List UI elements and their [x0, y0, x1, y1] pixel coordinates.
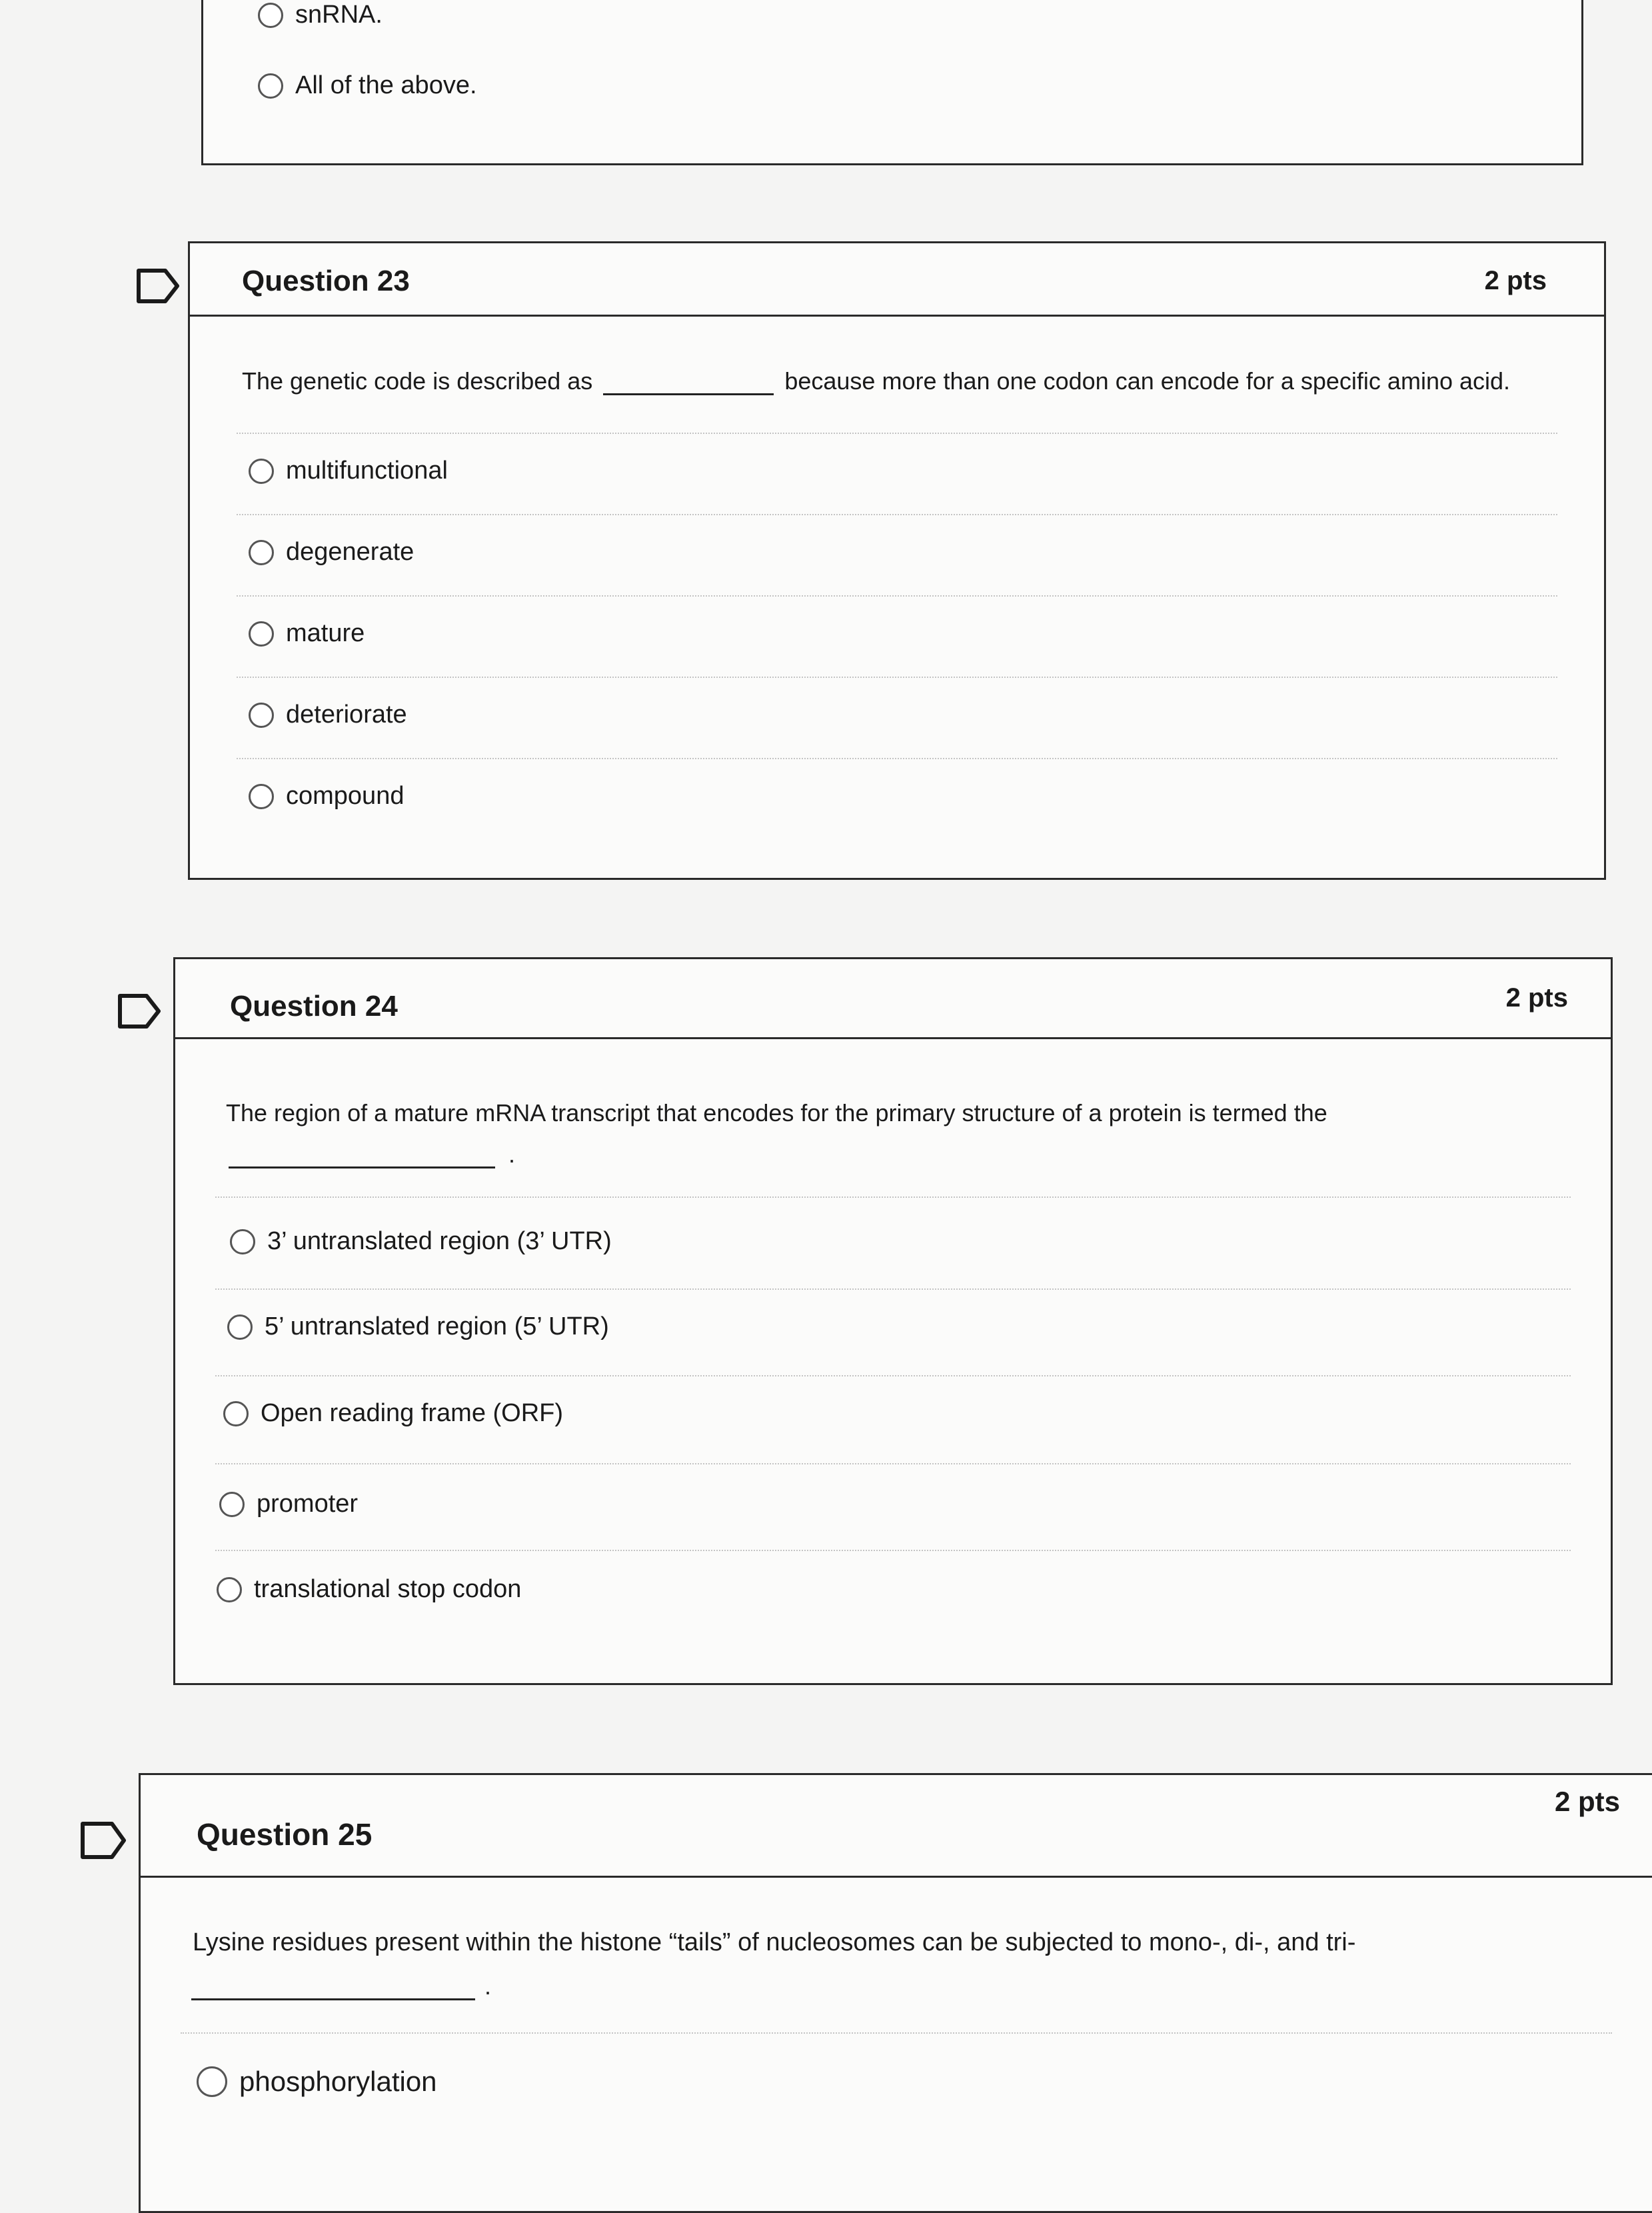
answer-blank-line — [191, 1972, 491, 2000]
q24-option-2[interactable] — [227, 1312, 609, 1341]
radio-button[interactable] — [227, 1314, 253, 1340]
radio-button[interactable] — [258, 73, 283, 99]
question-points: 2 pts — [1484, 266, 1547, 295]
question-25-header — [141, 1775, 1652, 1878]
answer-blank — [229, 1146, 495, 1168]
divider — [215, 1288, 1571, 1290]
option-label: degenerate — [286, 538, 414, 566]
question-title: Question 24 — [230, 990, 398, 1023]
question-23-header — [190, 243, 1604, 317]
radio-button[interactable] — [223, 1401, 249, 1426]
q23-option-1[interactable] — [249, 457, 448, 485]
question-24-header — [175, 959, 1611, 1039]
q22-option-2[interactable] — [258, 71, 477, 100]
divider — [237, 514, 1557, 515]
question-text: The region of a mature mRNA transcript that encodes for the primary structure of a protein is termed the — [226, 1099, 1327, 1126]
option-label: multifunctional — [286, 457, 448, 485]
answer-blank — [603, 373, 774, 395]
answer-blank-line — [229, 1140, 515, 1168]
q24-option-1[interactable] — [230, 1227, 612, 1256]
question-text-before: The genetic code is described as — [242, 367, 593, 395]
divider — [215, 1550, 1571, 1551]
radio-button[interactable] — [219, 1492, 245, 1517]
option-label: promoter — [257, 1490, 359, 1518]
option-label: mature — [286, 619, 365, 647]
option-label: translational stop codon — [254, 1575, 522, 1603]
divider — [215, 1196, 1571, 1198]
option-label: Open reading frame (ORF) — [261, 1399, 564, 1427]
question-24-card — [173, 957, 1613, 1685]
radio-button[interactable] — [197, 2066, 227, 2097]
divider — [237, 433, 1557, 434]
question-text-after: because more than one codon can encode for a specific amino acid. — [784, 367, 1511, 395]
q24-option-5[interactable] — [217, 1575, 521, 1604]
divider — [237, 758, 1557, 759]
radio-button[interactable] — [258, 3, 283, 28]
end-punctuation: . — [508, 1140, 516, 1168]
question-text — [242, 367, 1510, 395]
flag-question-icon[interactable] — [117, 993, 161, 1029]
q25-option-1[interactable] — [197, 2066, 437, 2098]
question-title: Question 25 — [197, 1817, 373, 1852]
radio-button[interactable] — [249, 703, 274, 728]
question-23-card — [188, 241, 1606, 880]
radio-button[interactable] — [230, 1229, 255, 1254]
radio-button[interactable] — [249, 540, 274, 565]
radio-button[interactable] — [217, 1577, 242, 1602]
option-label: All of the above. — [295, 71, 477, 99]
flag-question-icon[interactable] — [80, 1821, 127, 1860]
flag-question-icon[interactable] — [136, 268, 180, 304]
option-label: snRNA. — [295, 1, 383, 29]
option-label: deteriorate — [286, 701, 407, 729]
question-points: 2 pts — [1554, 1786, 1620, 1817]
question-title: Question 23 — [242, 265, 410, 297]
q24-option-3[interactable] — [223, 1399, 563, 1428]
option-label: 3’ untranslated region (3’ UTR) — [267, 1227, 612, 1255]
option-label: compound — [286, 782, 405, 810]
divider — [237, 595, 1557, 597]
divider — [237, 677, 1557, 678]
q24-option-4[interactable] — [219, 1490, 358, 1518]
end-punctuation: . — [484, 1972, 492, 2000]
q23-option-4[interactable] — [249, 701, 407, 729]
q23-option-2[interactable] — [249, 538, 414, 567]
q22-option-1[interactable] — [258, 1, 383, 29]
radio-button[interactable] — [249, 459, 274, 484]
q23-option-3[interactable] — [249, 619, 365, 648]
divider — [215, 1375, 1571, 1376]
divider — [215, 1463, 1571, 1464]
divider — [181, 2032, 1612, 2034]
question-text: Lysine residues present within the histone “tails” of nucleosomes can be subjected to mono-, di-, and tri- — [193, 1928, 1356, 1956]
question-25-card — [139, 1773, 1652, 2213]
radio-button[interactable] — [249, 621, 274, 647]
radio-button[interactable] — [249, 784, 274, 809]
q23-option-5[interactable] — [249, 782, 404, 811]
answer-blank — [191, 1978, 475, 2000]
option-label: phosphorylation — [239, 2066, 437, 2097]
question-22-card — [201, 0, 1583, 165]
option-label: 5’ untranslated region (5’ UTR) — [265, 1312, 609, 1340]
question-points: 2 pts — [1505, 983, 1568, 1013]
